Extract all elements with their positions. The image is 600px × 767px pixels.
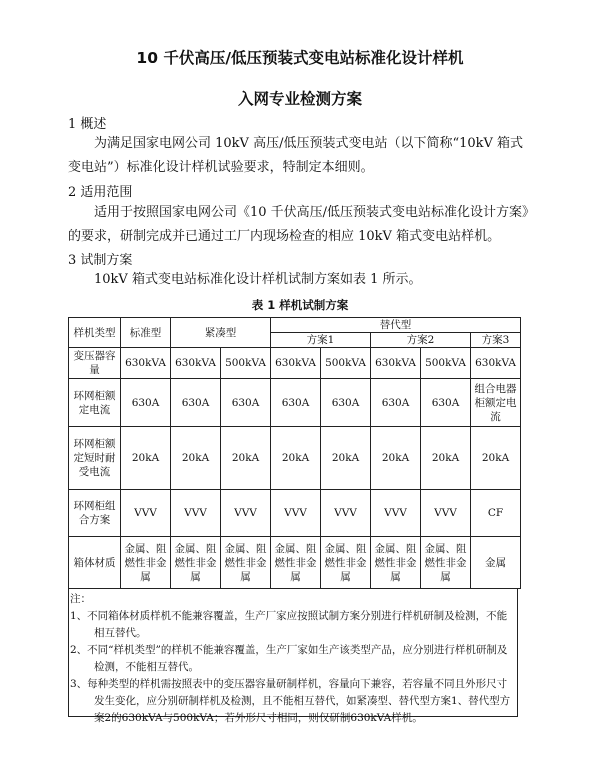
- section-body-scope: 适用于按照国家电网公司《10 千伏高压/低压预装式变电站标准化设计方案》的要求，研制完成并已通过工厂内现场检查的相应 10kV 箱式变电站样机。: [68, 205, 529, 244]
- row-label: 环网柜组合方案: [69, 490, 121, 537]
- header-sample-type: 样机类型: [69, 318, 121, 348]
- table-cell: VVV: [271, 490, 321, 537]
- table-cell: 20kA: [271, 427, 321, 490]
- table-cell: 630A: [221, 379, 271, 427]
- table-cell: VVV: [421, 490, 471, 537]
- table-cell: 20kA: [421, 427, 471, 490]
- table-cell: 20kA: [121, 427, 171, 490]
- table-cell: 20kA: [321, 427, 371, 490]
- table-cell: 20kA: [471, 427, 521, 490]
- table-cell: 金属、阻燃性非金属: [171, 537, 221, 589]
- table-cell: 20kA: [371, 427, 421, 490]
- header-scheme-3: 方案3: [471, 333, 521, 348]
- row-label: 环网柜额定短时耐受电流: [69, 427, 121, 490]
- table-cell: CF: [471, 490, 521, 537]
- section-heading-overview: 1 概述: [68, 117, 107, 132]
- table-cell: 金属、阻燃性非金属: [221, 537, 271, 589]
- table-cell: 500kVA: [421, 348, 471, 379]
- table-caption: 表 1 样机试制方案: [251, 298, 349, 312]
- table-cell: 630kVA: [371, 348, 421, 379]
- section-heading-trial: 3 试制方案: [68, 253, 133, 268]
- table-row: [69, 348, 521, 379]
- document-title: 10 千伏高压/低压预装式变电站标准化设计样机: [136, 49, 464, 67]
- table-cell: 630kVA: [121, 348, 171, 379]
- table-cell: 金属、阻燃性非金属: [321, 537, 371, 589]
- table-cell: 630A: [321, 379, 371, 427]
- header-scheme-2: 方案2: [371, 333, 471, 348]
- table-cell: 500kVA: [321, 348, 371, 379]
- document-subtitle: 入网专业检测方案: [237, 90, 362, 108]
- row-label: 变压器容量: [69, 348, 121, 379]
- table-cell: VVV: [171, 490, 221, 537]
- row-label: 箱体材质: [69, 537, 121, 589]
- section-body-trial: 10kV 箱式变电站标准化设计样机试制方案如表 1 所示。: [94, 272, 422, 287]
- header-compact: 紧凑型: [171, 318, 271, 348]
- table-cell: 金属: [471, 537, 521, 589]
- header-alternative: 替代型: [271, 318, 521, 333]
- table-cell: 630A: [171, 379, 221, 427]
- section-body-overview: 为满足国家电网公司 10kV 高压/低压预装式变电站（以下简称“10kV 箱式变电站”）标准化设计样机试验要求，特制定本细则。: [68, 136, 524, 175]
- header-standard: 标准型: [121, 318, 171, 348]
- table-cell: 20kA: [171, 427, 221, 490]
- table-row: [69, 379, 521, 427]
- table-cell: 20kA: [221, 427, 271, 490]
- table-cell: 630kVA: [171, 348, 221, 379]
- sample-scheme-table: [68, 317, 521, 589]
- note-item: 2、不同“样机类型”的样机不能兼容覆盖，生产厂家如生产该类型产品，应分别进行样机研制及检测，不能相互替代。: [70, 644, 508, 673]
- notes-title: 注：: [70, 593, 91, 605]
- table-cell: 630A: [121, 379, 171, 427]
- table-cell: 630kVA: [471, 348, 521, 379]
- table-cell: 金属、阻燃性非金属: [421, 537, 471, 589]
- table-cell: 金属、阻燃性非金属: [121, 537, 171, 589]
- table-cell: 630kVA: [271, 348, 321, 379]
- table-cell: VVV: [371, 490, 421, 537]
- table-cell: 500kVA: [221, 348, 271, 379]
- table-cell: VVV: [321, 490, 371, 537]
- header-scheme-1: 方案1: [271, 333, 371, 348]
- table-notes: [68, 589, 518, 724]
- note-item: 1、不同箱体材质样机不能兼容覆盖，生产厂家应按照试制方案分别进行样机研制及检测，不能相互替代。: [70, 610, 508, 639]
- table-cell: 630A: [271, 379, 321, 427]
- table-row: [69, 490, 521, 537]
- row-label: 环网柜额定电流: [69, 379, 121, 427]
- table-cell: 金属、阻燃性非金属: [271, 537, 321, 589]
- table-cell: 金属、阻燃性非金属: [371, 537, 421, 589]
- table-cell: 630A: [371, 379, 421, 427]
- table-row: [69, 537, 521, 589]
- table-row: [69, 427, 521, 490]
- note-item: 3、每种类型的样机需按照表中的变压器容量研制样机，容量向下兼容，若容量不同且外形尺寸发生变化，应分别研制样机及检测，且不能相互替代，如紧凑型、替代型方案1、替代型方案2的630kVA与500kVA；若外形尺寸相同，则仅研制630kVA样机。: [70, 678, 511, 724]
- table-cell: 组合电器柜额定电流: [471, 379, 521, 427]
- table-cell: VVV: [121, 490, 171, 537]
- section-heading-scope: 2 适用范围: [68, 185, 133, 200]
- table-cell: VVV: [221, 490, 271, 537]
- table-cell: 630A: [421, 379, 471, 427]
